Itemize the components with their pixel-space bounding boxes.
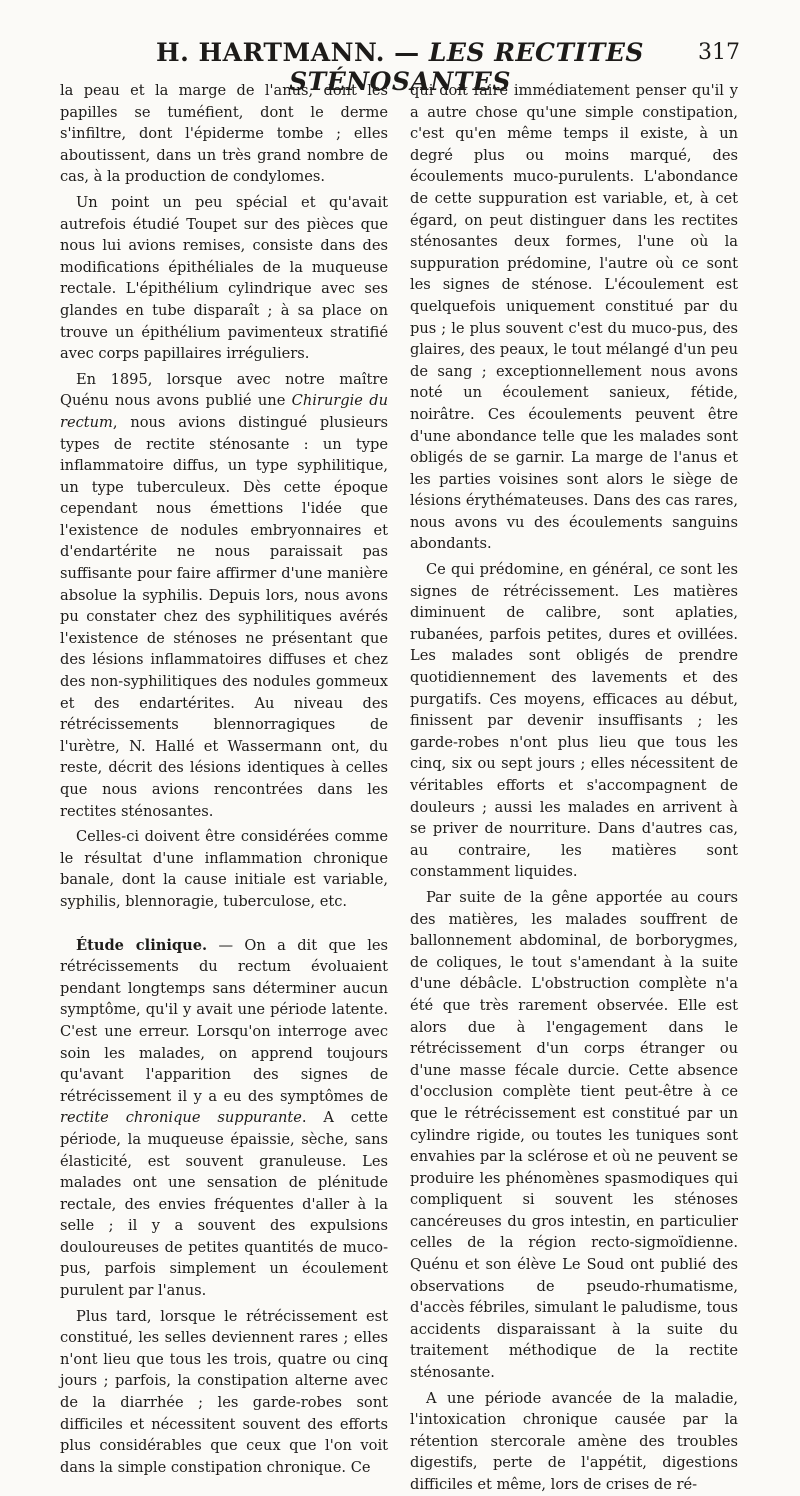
page-number: 317 bbox=[698, 40, 740, 65]
paragraph: Celles-ci doivent être considérées comme le résultat d'une inflammation chronique banale, dont la cause initiale est variable, syphilis, blennoragie, tuberculose, etc. bbox=[60, 828, 388, 910]
text-run: , nous avions distingué plusieurs types de rectite sténosante : un type inflammatoire diffus, un type syphilitique, un type tuberculeux. Dès cette époque cependant nous émettions l'idée que l'existence de nodules embryonnaires et d'endartérite ne nous paraissait pas suffisante pour faire affirmer d'une manière absolue la syphilis. Depuis lors, nous avons pu constater chez des syphilitiques avérés l'existence de sténoses ne présentant que des lésions inflammatoires diffuses et chez des non-syphilitiques des nodules gommeux et des endartérites. Au niveau des rétrécissements blennorragiques de l'urètre, N. Hallé et Wassermann ont, du reste, décrit des lésions identiques à celles que nous avions rencontrées dans les rectites sténosantes. bbox=[60, 413, 388, 820]
text-run: — On a dit que les rétrécissements du rectum évoluaient pendant longtemps sans déterminer aucun symptôme, qu'il y avait une période latente. C'est une erreur. Lorsqu'on interroge avec soin les malades, on apprend toujours qu'avant l'apparition des signes de rétrécissement il y a eu des symptômes de bbox=[60, 936, 388, 1105]
paragraph: Ce qui prédomine, en général, ce sont les signes de rétrécissement. Les matières diminuent de calibre, sont aplaties, rubanées, parfois petites, dures et ovillées. Les malades sont obligés de prendre quotidiennement des lavements et des purgatifs. Ces moyens, efficaces au début, finissent par devenir insuffisants ; les garde-robes n'ont plus lieu que tous les cinq, six ou sept jours ; elles nécessitent de véritables efforts et s'accompagnent de douleurs ; aussi les malades en arrivent à se priver de nourriture. Dans d'autres cas, au contraire, les matières sont constamment liquides. bbox=[410, 561, 738, 881]
header-author: H. HARTMANN. — bbox=[156, 38, 420, 67]
paragraph: la peau et la marge de l'anus, dont les papilles se tuméfient, dont le derme s'infiltre, dont l'épiderme tombe ; elles aboutissent, dans un très grand nombre de cas, à la production de condylomes. bbox=[60, 82, 388, 186]
running-header bbox=[60, 38, 740, 96]
right-column bbox=[410, 80, 738, 1496]
header-title: LES RECTITES STÉNOSANTES bbox=[289, 38, 644, 96]
paragraph: A une période avancée de la maladie, l'intoxication chronique causée par la rétention stercorale amène des troubles digestifs, perte de l'appétit, digestions difficiles et même, lors de crises de ré- bbox=[410, 1389, 738, 1493]
left-column bbox=[60, 80, 388, 1478]
emphasis: rectite chronique suppurante bbox=[60, 1109, 302, 1127]
paragraph: Un point un peu spécial et qu'avait autrefois étudié Toupet sur des pièces que nous lui avions remises, consiste dans des modifications épithéliales de la muqueuse rectale. L'épithélium cylindrique avec ses glandes en tube disparaît ; à sa place on trouve un épithélium pavimenteux stratifié avec corps papillaires irréguliers. bbox=[60, 193, 388, 363]
paragraph: qui doit faire immédiatement penser qu'il y a autre chose qu'une simple constipation, c'est qu'en même temps il existe, à un degré plus ou moins marqué, des écoulements muco-purulents. L'abondance de cette suppuration est variable, et, à cet égard, on peut distinguer dans les rectites sténosantes deux formes, l'une où la suppuration prédomine, l'autre où ce sont les signes de sténose. L'écoulement est quelquefois uniquement constitué par du pus ; le plus souvent c'est du muco-pus, des glaires, des peaux, le tout mélangé d'un peu de sang ; exceptionnellement nous avons noté un écoulement sanieux, fétide, noirâtre. Ces écoulements peuvent être d'une abondance telle que les malades sont obligés de se garnir. La marge de l'anus et les parties voisines sont alors le siège de lésions érythémateuses. Dans des cas rares, nous avons vu des écoulements sanguins abondants. bbox=[410, 82, 738, 553]
paragraph: Plus tard, lorsque le rétrécissement est constitué, les selles deviennent rares ; elles n'ont lieu que tous les trois, quatre ou cinq jours ; parfois, la constipation alterne avec de la diarrhée ; les garde-robes sont difficiles et nécessitent souvent des efforts plus considérables que ceux que l'on voit dans la simple constipation chronique. Ce bbox=[60, 1307, 388, 1476]
paragraph bbox=[60, 935, 388, 1302]
paragraph bbox=[60, 369, 388, 822]
book-title-reference: Chirurgie du rectum bbox=[60, 392, 388, 431]
paragraph: Par suite de la gêne apportée au cours des matières, les malades souffrent de ballonnement abdominal, de borborygmes, de coliques, le tout s'amendant à la suite d'une débâcle. L'obstruction complète n'a été que très rarement observée. Elle est alors due à l'engagement dans le rétrécissement d'un corps étranger ou d'une masse fécale durcie. Cette absence d'occlusion complète tient peut-être à ce que le rétrécissement est constitué par un cylindre rigide, ou toutes les tuniques sont envahies par la sclérose et où ne peuvent se produire les phénomènes spasmodiques qui compliquent si souvent les sténoses cancéreuses du gros intestin, en particulier celles de la région recto-sigmoïdienne. Quénu et son élève Le Soud ont publié des observations de pseudo-rhumatisme, d'accès fébriles, simulant le paludisme, tous accidents disparaissant à la suite du traitement méthodique de la rectite sténosante. bbox=[410, 888, 738, 1382]
text-run: En 1895, lorsque avec notre maître Quénu nous avons publié une bbox=[60, 370, 388, 410]
text-run: . A cette période, la muqueuse épaissie, sèche, sans élasticité, est souvent granuleuse. Les malades ont une sensation de plénitude rectale, des envies fréquentes d'aller à la selle ; il y a souvent des expulsions douloureuses de petites quantités de muco-pus, parfois simplement un écoulement purulent par l'anus. bbox=[60, 1109, 388, 1300]
section-heading: Étude clinique. bbox=[76, 936, 208, 954]
